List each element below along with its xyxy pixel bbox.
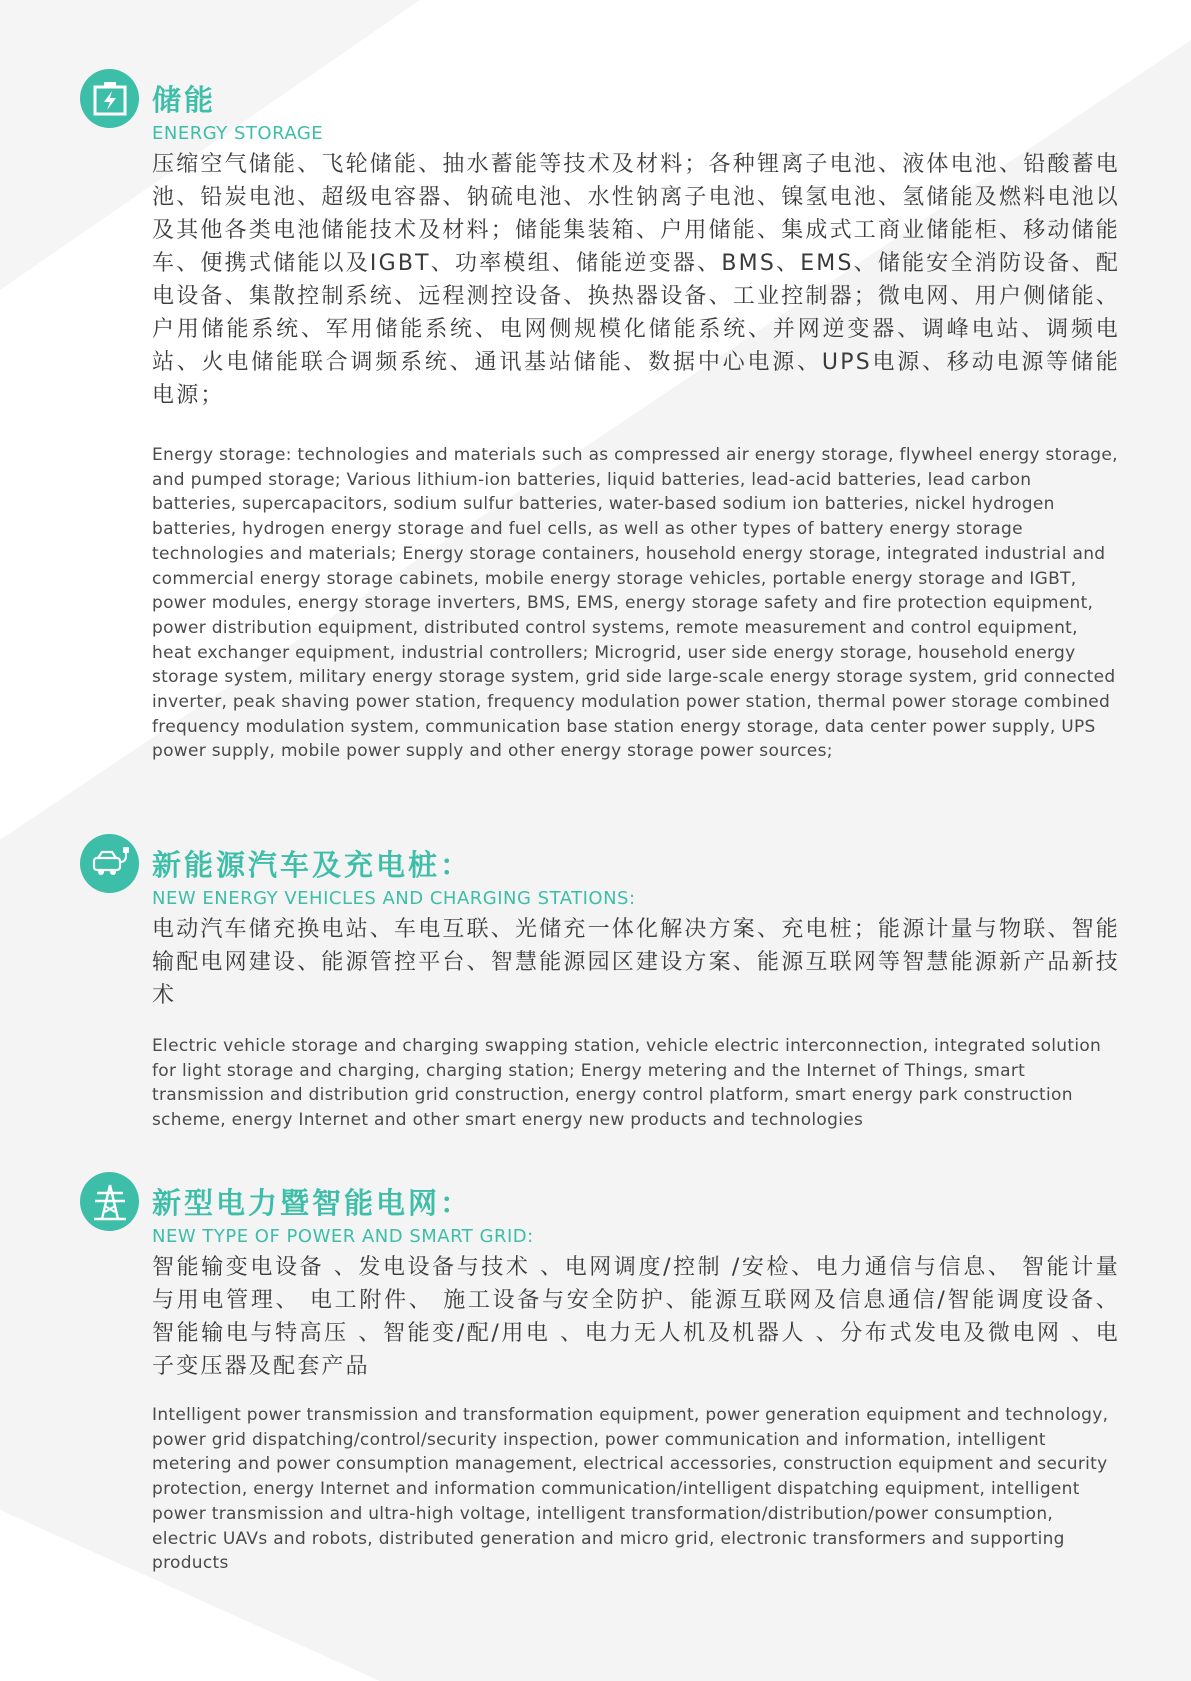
electric-car-icon — [80, 834, 139, 893]
section-body-en: Energy storage: technologies and materials such as compressed air energy storage, flywheel energy storage, and pumped storage; Various lithium-ion batteries, liquid batteries, lead-acid batteries, lead carbon batteries, supercapacitors, sodium sulfur batteries, water-based sodium ion batteries, nickel hydrogen batteries, hydrogen energy storage and fuel cells, as well as other types of battery energy storage technologies and materials; Energy storage containers, household energy storage, integrated industrial and commercial energy storage cabinets, mobile energy storage vehicles, portable energy storage and IGBT, power modules, energy storage inverters, BMS, EMS, energy storage safety and fire protection equipment, power distribution equipment, distributed control systems, remote measurement and control equipment, heat exchanger equipment, industrial controllers; Microgrid, user side energy storage, household energy storage system, military energy storage system, grid side large-scale energy storage system, grid connected inverter, peak shaving power station, frequency modulation power station, thermal power storage combined frequency modulation system, communication base station energy storage, data center power supply, UPS power supply, mobile power supply and other energy storage power sources; — [152, 445, 1118, 762]
section-title-zh: 储能 — [152, 83, 217, 117]
section-body-en: Intelligent power transmission and transformation equipment, power generation equipment and technology, power grid dispatching/control/security inspection, power communication and information, intelligent metering and power consumption management, electrical accessories, construction equipment and security protection, energy Internet and information communication/intelligent dispatching equipment, intelligent power transmission and ultra-high voltage, intelligent transformation/distribution/power consumption, electric UAVs and robots, distributed generation and micro grid, electronic transformers and supporting products — [152, 1405, 1109, 1574]
section-body-zh: 电动汽车储充换电站、车电互联、光储充一体化解决方案、充电桩；能源计量与物联、智能输配电网建设、能源管控平台、智慧能源园区建设方案、能源互联网等智慧能源新产品新技术 — [152, 917, 1121, 1008]
section-title-zh: 新型电力暨智能电网： — [152, 1186, 473, 1220]
section-title-zh: 新能源汽车及充电桩： — [152, 848, 473, 882]
section-body-zh: 智能输变电设备 、发电设备与技术 、电网调度/控制 /安检、电力通信与信息、 智能计量与用电管理、 电工附件、 施工设备与安全防护、能源互联网及信息通信/智能调度设备、 智能输电与特高压 、智能变/配/用电 、电力无人机及机器人 、分布式发电及微电网 、电子变压器及配套产品 — [152, 1255, 1120, 1379]
battery-icon — [80, 69, 139, 128]
section-title-en: NEW TYPE OF POWER AND SMART GRID: — [152, 1226, 534, 1247]
section-title-en: NEW ENERGY VEHICLES AND CHARGING STATIONS: — [152, 888, 636, 909]
section-body-en: Electric vehicle storage and charging swapping station, vehicle electric interconnection, integrated solution for light storage and charging, charging station; Energy metering and the Internet of Things, smart transmission and distribution grid construction, energy control platform, smart energy park construction scheme, energy Internet and other smart energy new products and technologies — [152, 1036, 1102, 1131]
power-tower-icon — [80, 1172, 139, 1231]
section-title-en: ENERGY STORAGE — [152, 123, 324, 144]
section-body-zh: 压缩空气储能、飞轮储能、抽水蓄能等技术及材料；各种锂离子电池、液体电池、铅酸蓄电池、铅炭电池、超级电容器、钠硫电池、水性钠离子电池、镍氢电池、氢储能及燃料电池以及其他各类电池储能技术及材料；储能集装箱、户用储能、集成式工商业储能柜、移动储能车、便携式储能以及IGBT、功率模组、储能逆变器、BMS、EMS、储能安全消防设备、配电设备、集散控制系统、远程测控设备、换热器设备、工业控制器；微电网、用户侧储能、户用储能系统、军用储能系统、电网侧规模化储能系统、并网逆变器、调峰电站、调频电站、火电储能联合调频系统、通讯基站储能、数据中心电源、UPS电源、移动电源等储能电源； — [152, 152, 1121, 408]
